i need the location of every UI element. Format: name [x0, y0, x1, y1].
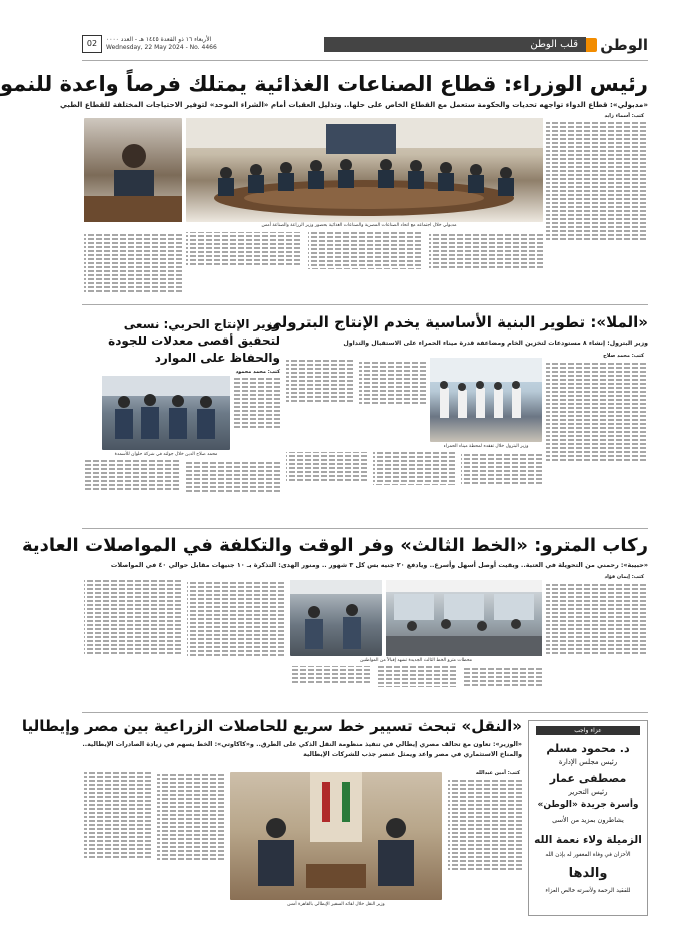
- port-visit-photo-icon: [430, 358, 542, 442]
- condolence-line-2: رئيس مجلس الإدارة: [558, 758, 618, 766]
- condolence-line-5: وأسرة جريدة «الوطن»: [537, 800, 639, 810]
- divider: [82, 304, 648, 305]
- story4-body-col3: [84, 580, 284, 708]
- story1-headline: رئيس الوزراء: قطاع الصناعات الغذائية يمتلك فرصاً واعدة للنمو: [0, 72, 648, 96]
- condolence-line-8: الأحزان في وفاة المغفور له بإذن الله: [545, 852, 631, 858]
- story4-photo-station: [290, 580, 382, 656]
- factory-visit-photo-icon: [102, 376, 230, 450]
- story5-body-col1: [448, 778, 522, 918]
- story3-body-col1: [234, 376, 280, 456]
- story1-byline: كتب: أسماء زايد: [604, 113, 644, 119]
- story3-body-col2: [84, 460, 280, 524]
- story5-headline: «النقل» تبحث تسيير خط سريع للحاصلات الزراعية بين مصر وإيطاليا: [21, 717, 522, 735]
- story5-photo: [230, 772, 442, 900]
- issue-date: [106, 36, 217, 52]
- minister-photo-icon: [84, 118, 182, 222]
- story2-photo: [430, 358, 542, 442]
- story1-photo-meeting: [186, 118, 543, 222]
- condolence-line-10: للفقيد الرحمة ولأسرته خالص العزاء: [545, 888, 631, 894]
- story3-byline: كتب: محمد محمود: [235, 369, 280, 375]
- condolence-line-1: د. محمود مسلم: [546, 742, 630, 755]
- divider: [82, 712, 648, 713]
- minister-meeting-photo-icon: [230, 772, 442, 900]
- section-band: قلب الوطن: [324, 37, 586, 52]
- issue-date-arabic: الأربعاء ١٦ ذو القعدة ١٤٤٥ هـ - العدد ٠٠٠٠: [106, 36, 212, 43]
- logo: [583, 34, 648, 56]
- story4-headline: ركاب المترو: «الخط الثالث» وفر الوقت والتكلفة في المواصلات العادية: [21, 535, 648, 556]
- condolence-line-3: مصطفى عمار: [549, 772, 627, 785]
- condolence-line-4: رئيس التحرير: [568, 788, 608, 796]
- masthead: [82, 34, 648, 56]
- meeting-photo-icon: [186, 118, 543, 222]
- story5-caption: وزير النقل خلال لقائه السفير الإيطالي بالقاهرة أمس: [287, 902, 385, 907]
- story1-body-col2: [186, 232, 543, 300]
- story4-byline: كتب: إيمان فؤاد: [604, 574, 644, 580]
- story2-body-col2: [286, 452, 542, 524]
- story3-headline: وزير الإنتاج الحربي: نسعى لتحقيق أقصى معدلات للجودة والحفاظ على الموارد: [108, 317, 280, 365]
- station-photo-icon: [290, 580, 382, 656]
- story2-subhead: وزير البترول: إنشاء ٨ مستودعات لتخزين الخام ومضاعفة قدرة ميناء الحمراء على الاستقبال والتداول: [343, 340, 648, 347]
- divider: [82, 60, 648, 61]
- story1-caption: مدبولي خلال اجتماعه مع اتحاد الصناعات المصرية والصناعات الغذائية بحضور وزير الزراعة والصناعة أمس: [261, 223, 457, 228]
- story1-body-col1: [546, 120, 646, 300]
- story5-subhead: «الوزير»: تعاون مع تحالف مصري إيطالي في تنفيذ منظومة النقل الذكي على الطرق.. و«كاكاوتي»: الخط يسهم في زيادة الصادرات الإيطالية.. والمناخ الاستثماري في مصر واعد ويمثل عنصر جذب للشركات الإيطالية: [82, 741, 522, 758]
- story4-caption: محطات مترو الخط الثالث الجديدة تشهد إقبالاً من المواطنين: [359, 658, 473, 663]
- logo-text: الوطن: [600, 36, 648, 54]
- condolence-title: عزاء واجب: [536, 726, 640, 735]
- story5-body-col2: [84, 772, 224, 918]
- story3-photo: [102, 376, 230, 450]
- story4-body-col1: [546, 582, 646, 692]
- story1-photo-minister: [84, 118, 182, 222]
- story4-subhead: «حبيبة»: رحمني من التحويلة في العتبة.. وبقيت أوصل أسهل وأسرع.. ويادفع ٢٠ جنيه بس كل ٣ شهور .. ومنور الهدى: التذكرة بـ ١٠ جنيهات مقابل حوالي ٤٠ في المواصلات: [110, 561, 648, 569]
- metro-car-photo-icon: [386, 580, 542, 656]
- story4-photo-train: [386, 580, 542, 656]
- story2-body-col1: [546, 361, 646, 511]
- story4-body-col2: [290, 666, 542, 708]
- story5-byline: كتب: أمين عبدالله: [475, 770, 520, 776]
- story3-caption: محمد صلاح الدين خلال جولته في شركة حلوان للأسمدة: [114, 452, 218, 457]
- divider: [82, 528, 648, 529]
- condolence-line-7: الزميلة ولاء نعمة الله: [534, 834, 642, 846]
- story2-caption: وزير البترول خلال تفقده لمحطة ميناء الحمراء: [443, 444, 529, 449]
- story1-subhead: «مدبولي»: قطاع الدواء تواجهه تحديات والحكومة ستعمل مع القطاع الخاص على حلها.. وتذليل العقبات أمام «الشراء الموحد» لتوفير الاحتياجات المختلفة للقطاع الطبي: [59, 100, 648, 109]
- story1-body-col3: [84, 232, 182, 300]
- condolence-line-6: يشاطرون بمزيد من الأسى: [552, 816, 624, 824]
- condolence-line-9: والدها: [568, 866, 608, 881]
- story2-byline: كتب: محمد صلاح: [603, 353, 644, 359]
- story2-headline: «الملا»: تطوير البنية الأساسية يخدم الإنتاج البترولي: [266, 313, 648, 331]
- story2-body-col3: [286, 360, 426, 448]
- issue-date-english: Wednesday, 22 May 2024 - No. 4466: [106, 44, 217, 51]
- page-number: 02: [82, 35, 102, 53]
